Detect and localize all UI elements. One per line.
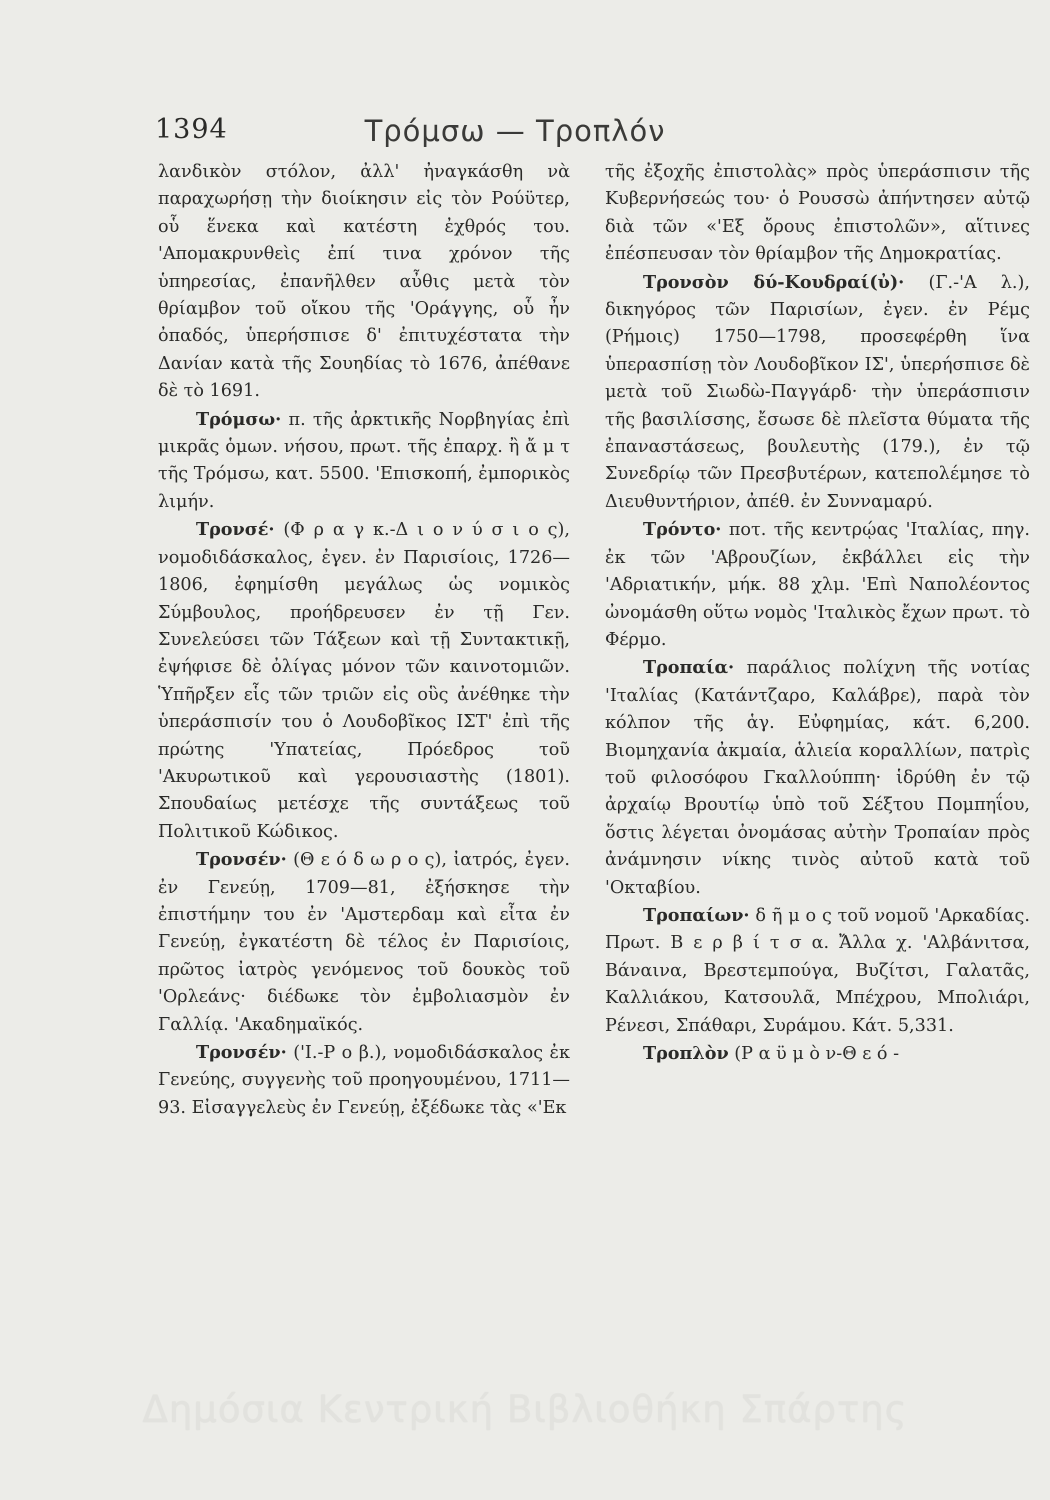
dictionary-entry	[605, 269, 1030, 517]
entry-headword: Τροπλὸν	[643, 1043, 729, 1064]
entry-text: τῆς ἐξοχῆς ἐπιστολὰς» πρὸς ὑπεράσπισιν τῆς Κυβερνήσεώς του· ὁ Ρουσσὼ ἀπήντησεν αὐτῷ διὰ τῶν «'Εξ ὄρους ἐπιστολῶν», αἵτινες ἐπέσπευσαν τὸν θρίαμβον τῆς Δημοκρατίας.	[605, 162, 1030, 265]
entry-text: ποτ. τῆς κεντρῴας 'Ιταλίας, πηγ. ἐκ τῶν 'Αβρουζίων, ἐκβάλλει εἰς τὴν 'Αδριατικήν, μήκ. 88 χλμ. 'Επὶ Ναπολέοντος ὠνομάσθη οὕτω νομὸς 'Ιταλικὸς ἔχων πρωτ. τὸ Φέρμο.	[605, 520, 1030, 650]
entry-text: παράλιος πολίχνη τῆς νοτίας 'Ιταλίας (Κατάντζαρο, Καλάβρε), παρὰ τὸν κόλπον τῆς ἁγ. Εὐφημίας, κάτ. 6,200. Βιομηχανία ἀκμαία, ἁλιεία κοραλλίων, πατρὶς τοῦ φιλοσόφου Γκαλλούππη· ἱδρύθη ἐν τῷ ἀρχαίῳ Βρουτίῳ ὑπὸ τοῦ Σέξτου Πομπηΐου, ὅστις λέγεται ὀνομάσας αὐτὴν Τροπαίαν πρὸς ἀνάμνησιν νίκης τινὸς αὐτοῦ κατὰ τοῦ 'Οκταβίου.	[605, 658, 1031, 898]
dictionary-entry	[158, 846, 570, 1039]
dictionary-entry	[158, 158, 570, 406]
dictionary-entry	[605, 654, 1030, 902]
entry-headword: Τροπαίων·	[643, 904, 750, 926]
entry-headword: Τρονσὸν δύ-Κουδραί(ὐ)·	[643, 271, 905, 293]
dictionary-entry	[605, 158, 1030, 269]
dictionary-entry	[158, 406, 570, 517]
library-watermark: Δημόσια Κεντρική Βιβλιοθήκη Σπάρτης	[142, 1388, 908, 1431]
dictionary-entry	[605, 902, 1030, 1040]
entry-text: (Ρ α ϋ μ ὸ ν-Θ ε ό -	[734, 1044, 900, 1064]
entry-headword: Τρόμσω·	[196, 408, 282, 430]
entry-text: ('Ι.-Ρ ο β.), νομοδιδάσκαλος ἐκ Γενεύης, συγγενὴς τοῦ προηγουμένου, 1711—93. Εἰσαγγελεὺς ἐν Γενεύῃ, ἐξέδωκε τὰς «'Εκ	[158, 1043, 570, 1118]
entry-headword: Τρονσέν·	[196, 1042, 287, 1063]
entry-text: δ ῆ μ ο ς τοῦ νομοῦ 'Αρκαδίας. Πρωτ. Β ε ρ β ί τ σ α. Ἄλλα χ. 'Αλβάνιτσα, Βάναινα, Βρεστεμπούγα, Βυζίτσι, Γαλατᾶς, Καλλιάκου, Κατσουλᾶ, Μπέχρου, Μπολιάρι, Ρένεσι, Σπάθαρι, Συράμου. Κάτ. 5,331.	[605, 905, 1030, 1036]
page-header	[155, 108, 875, 148]
entry-text: (Φ ρ α γ κ.-Δ ι ο ν ύ σ ι ο ς), νομοδιδάσκαλος, ἐγεν. ἐν Παρισίοις, 1726—1806, ἐφημίσθη μεγάλως ὡς νομικὸς Σύμβουλος, προήδρευσεν ἐν τῇ Γεν. Συνελεύσει τῶν Τάξεων καὶ τῇ Συντακτικῇ, ἐψήφισε δὲ ὀλίγας μόνον τῶν καινοτομιῶν. Ὑπῆρξεν εἷς τῶν τριῶν εἰς οὓς ἀνέθηκε τὴν ὑπεράσπισίν του ὁ Λουδοβῖκος ΙΣΤ' ἐπὶ τῆς πρώτης 'Υπατείας, Πρόεδρος τοῦ 'Ακυρωτικοῦ καὶ γερουσιαστὴς (1801). Σπουδαίως μετέσχε τῆς συντάξεως τοῦ Πολιτικοῦ Κώδικος.	[158, 520, 570, 842]
right-column	[605, 158, 1030, 1068]
dictionary-entry	[158, 516, 570, 846]
dictionary-entry	[605, 1040, 1030, 1068]
dictionary-entry	[158, 1039, 570, 1122]
entry-headword: Τρονσέ·	[196, 519, 275, 541]
page-number: 1394	[155, 114, 228, 145]
entry-headword: Τρόντο·	[643, 519, 722, 541]
dictionary-entry	[605, 516, 1030, 654]
entry-text: (Θ ε ό δ ω ρ ο ς), ἰατρός, ἐγεν. ἐν Γενεύῃ, 1709—81, ἐξήσκησε τὴν ἐπιστήμην του ἐν 'Αμστερδαμ καὶ εἶτα ἐν Γενεύῃ, ἐγκατέστη δὲ τέλος ἐν Παρισίοις, πρῶτος ἰατρὸς γενόμενος τοῦ δουκὸς τοῦ 'Ορλεάνς· διέδωκε τὸν ἐμβολιασμὸν ἐν Γαλλίᾳ. 'Ακαδημαϊκός.	[158, 850, 571, 1035]
left-column	[158, 158, 570, 1122]
running-head: Τρόμσω — Τροπλόν	[364, 114, 666, 148]
entry-text: λανδικὸν στόλον, ἀλλ' ἠναγκάσθη νὰ παραχωρήσῃ τὴν διοίκησιν εἰς τὸν Ρούϋτερ, οὗ ἕνεκα καὶ κατέστη ἐχθρός του. 'Απομακρυνθεὶς ἐπί τινα χρόνον τῆς ὑπηρεσίας, ἐπανῆλθεν αὖθις μετὰ τὸν θρίαμβον τοῦ οἴκου τῆς 'Οράγγης, οὗ ἦν ὀπαδός, ὑπερήσπισε δ' ἐπιτυχέστατα τὴν Δανίαν κατὰ τῆς Σουηδίας τὸ 1676, ἀπέθανε δὲ τὸ 1691.	[158, 162, 570, 402]
entry-text: (Γ.-'Α λ.), δικηγόρος τῶν Παρισίων, ἐγεν. ἐν Ρέμς (Ρήμοις) 1750—1798, προσεφέρθη ἵνα ὑπερασπίσῃ τὸν Λουδοβῖκον ΙΣ', ὑπερήσπισε δὲ μετὰ τοῦ Σιωδὼ-Παγγάρδ· τὴν ὑπεράσπισιν τῆς βασιλίσσης, ἔσωσε δὲ πλεῖστα θύματα τῆς ἐπαναστάσεως, βουλευτὴς (179.), ἐν τῷ Συνεδρίῳ τῶν Πρεσβυτέρων, κατεπολέμησε τὸ Διευθυντήριον, ἀπέθ. ἐν Συνναμαρύ.	[605, 272, 1030, 512]
entry-headword: Τρονσέν·	[196, 849, 287, 871]
entry-headword: Τροπαία·	[643, 657, 735, 679]
entry-text: π. τῆς ἀρκτικῆς Νορβηγίας ἐπὶ μικρᾶς ὁμων. νήσου, πρωτ. τῆς ἐπαρχ. ἢ ἄ μ τ τῆς Τρόμσω, κατ. 5500. 'Επισκοπή, ἐμπορικὸς λιμήν.	[158, 409, 571, 512]
